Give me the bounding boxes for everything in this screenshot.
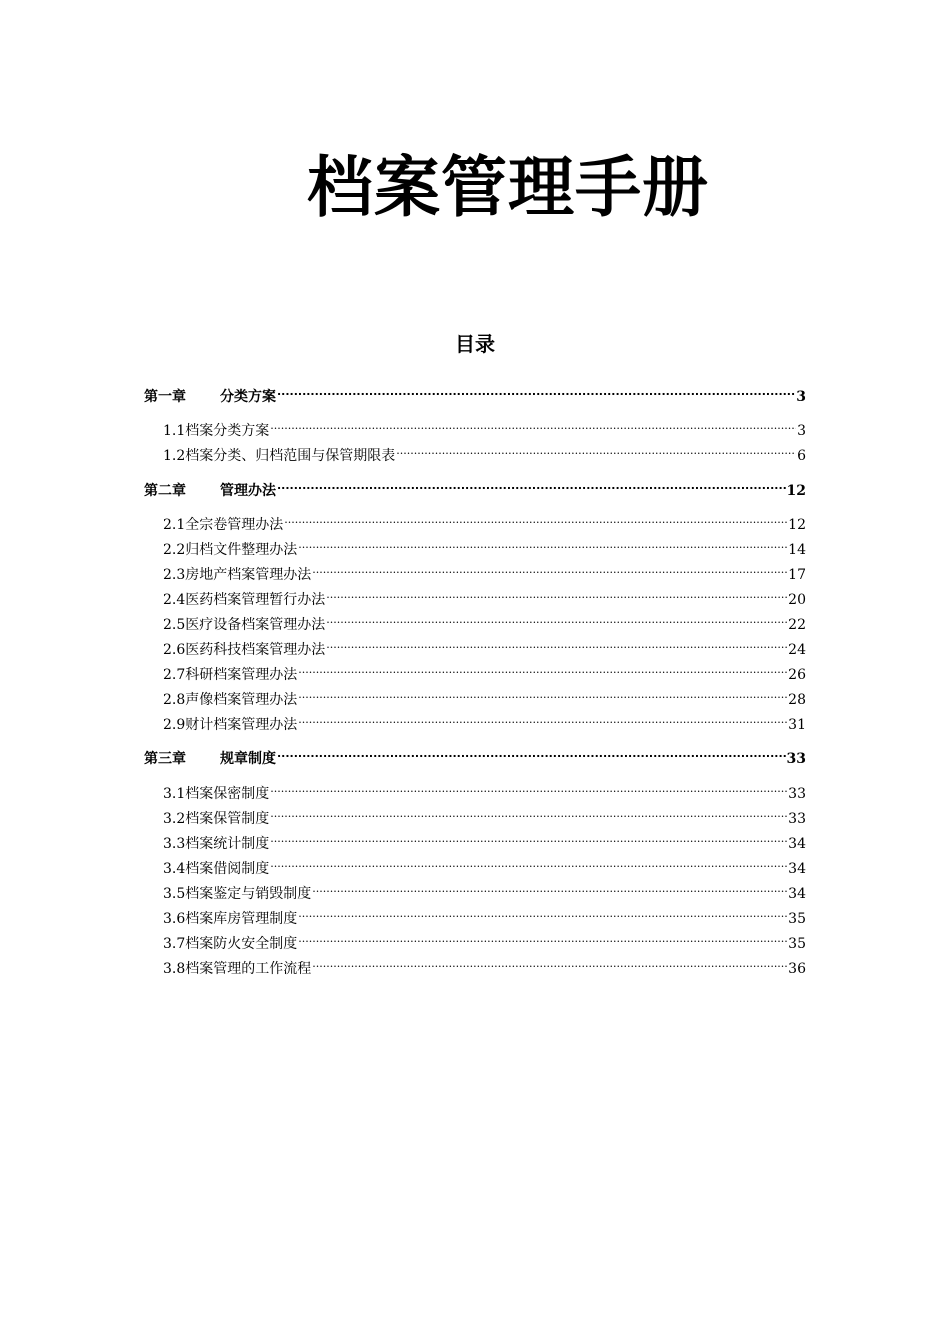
- toc-section-title: 档案管理的工作流程: [185, 961, 312, 977]
- toc-section-3-5[interactable]: [163, 876, 806, 902]
- toc-section-number: 1.1: [163, 423, 186, 439]
- toc-section-title: 档案库房管理制度: [185, 911, 298, 927]
- toc-page-number: 33: [788, 811, 806, 827]
- toc-section-title: 档案保管制度: [185, 811, 270, 827]
- toc-page-number: 33: [786, 751, 806, 767]
- toc-section-number: 3.5: [163, 886, 186, 902]
- toc-section-2-3[interactable]: [163, 557, 806, 583]
- toc-section-1-2[interactable]: [163, 438, 806, 464]
- toc-dot-leader: [312, 951, 787, 973]
- toc-dot-leader: [298, 682, 787, 704]
- toc-page-number: 35: [788, 911, 806, 927]
- toc-section-number: 3.6: [163, 911, 186, 927]
- toc-section-title: 房地产档案管理办法: [185, 567, 312, 583]
- toc-dot-leader: [312, 876, 787, 898]
- toc-section-number: 3.2: [163, 811, 186, 827]
- toc-page-number: 22: [788, 617, 806, 633]
- toc-page-number: 17: [788, 567, 806, 583]
- toc-page-number: 14: [788, 542, 806, 558]
- toc-dot-leader: [277, 473, 786, 495]
- toc-section-2-2[interactable]: [163, 532, 806, 558]
- toc-section-number: 2.3: [163, 567, 186, 583]
- toc-dot-leader: [298, 901, 787, 923]
- toc-dot-leader: [326, 607, 787, 629]
- toc-dot-leader: [270, 413, 796, 435]
- toc-section-number: 2.5: [163, 617, 186, 633]
- toc-section-title: 档案保密制度: [185, 786, 270, 802]
- toc-dot-leader: [277, 379, 795, 401]
- toc-section-title: 档案统计制度: [185, 836, 270, 852]
- toc-page-number: 12: [786, 483, 806, 499]
- document-title: 档案管理手册: [307, 149, 709, 226]
- toc-section-number: 3.3: [163, 836, 186, 852]
- toc-chapter-1[interactable]: [144, 379, 806, 405]
- toc-dot-leader: [270, 776, 787, 798]
- toc-section-1-1[interactable]: [163, 413, 806, 439]
- toc-section-number: 3.1: [163, 786, 186, 802]
- toc-section-number: 2.9: [163, 717, 186, 733]
- toc-section-title: 声像档案管理办法: [185, 692, 298, 708]
- toc-chapter-3[interactable]: [144, 741, 806, 767]
- toc-section-3-6[interactable]: [163, 901, 806, 927]
- toc-dot-leader: [298, 926, 787, 948]
- toc-chapter-2[interactable]: [144, 473, 806, 499]
- toc-section-title: 医药档案管理暂行办法: [185, 592, 326, 608]
- toc-section-number: 3.4: [163, 861, 186, 877]
- toc-chapter-title: 管理办法: [220, 483, 276, 499]
- toc-section-number: 2.7: [163, 667, 186, 683]
- toc-section-title: 全宗卷管理办法: [185, 517, 284, 533]
- toc-page-number: 20: [788, 592, 806, 608]
- toc-chapter-number: 第一章: [144, 389, 186, 405]
- toc-section-2-4[interactable]: [163, 582, 806, 608]
- toc-dot-leader: [270, 851, 787, 873]
- toc-section-3-3[interactable]: [163, 826, 806, 852]
- toc-page-number: 28: [788, 692, 806, 708]
- toc-section-3-2[interactable]: [163, 801, 806, 827]
- toc-dot-leader: [277, 741, 786, 763]
- toc-section-number: 1.2: [163, 448, 186, 464]
- toc-page-number: 12: [788, 517, 806, 533]
- toc-dot-leader: [298, 657, 787, 679]
- toc-section-2-5[interactable]: [163, 607, 806, 633]
- toc-page-number: 36: [788, 961, 806, 977]
- toc-section-title: 归档文件整理办法: [185, 542, 298, 558]
- toc-section-2-7[interactable]: [163, 657, 806, 683]
- toc-page-number: 31: [788, 717, 806, 733]
- toc-section-number: 2.8: [163, 692, 186, 708]
- toc-section-title: 医疗设备档案管理办法: [185, 617, 326, 633]
- toc-section-title: 档案分类方案: [185, 423, 270, 439]
- toc-section-2-6[interactable]: [163, 632, 806, 658]
- toc-section-number: 3.7: [163, 936, 186, 952]
- toc-section-2-1[interactable]: [163, 507, 806, 533]
- toc-dot-leader: [298, 532, 787, 554]
- toc-dot-leader: [270, 801, 787, 823]
- toc-section-number: 2.4: [163, 592, 186, 608]
- toc-chapter-title: 分类方案: [220, 389, 276, 405]
- toc-page-number: 24: [788, 642, 806, 658]
- toc-page-number: 34: [788, 886, 806, 902]
- toc-section-title: 档案防火安全制度: [185, 936, 298, 952]
- toc-page-number: 35: [788, 936, 806, 952]
- toc-section-title: 档案鉴定与销毁制度: [185, 886, 312, 902]
- toc-chapter-title: 规章制度: [220, 751, 276, 767]
- toc-dot-leader: [326, 632, 787, 654]
- toc-section-3-8[interactable]: [163, 951, 806, 977]
- toc-page-number: 6: [797, 448, 806, 464]
- toc-page-number: 34: [788, 861, 806, 877]
- toc-page-number: 3: [797, 423, 806, 439]
- toc-page-number: 3: [796, 389, 806, 405]
- toc-page-number: 34: [788, 836, 806, 852]
- toc-section-title: 医药科技档案管理办法: [185, 642, 326, 658]
- toc-section-number: 2.2: [163, 542, 186, 558]
- toc-page-number: 33: [788, 786, 806, 802]
- toc-dot-leader: [396, 438, 796, 460]
- toc-page-number: 26: [788, 667, 806, 683]
- toc-section-title: 档案分类、归档范围与保管期限表: [185, 448, 396, 464]
- toc-dot-leader: [326, 582, 787, 604]
- toc-section-title: 档案借阅制度: [185, 861, 270, 877]
- toc-heading: 目录: [455, 332, 495, 356]
- toc-section-number: 3.8: [163, 961, 186, 977]
- toc-dot-leader: [298, 707, 787, 729]
- toc-dot-leader: [270, 826, 787, 848]
- toc-dot-leader: [284, 507, 787, 529]
- toc-section-3-7[interactable]: [163, 926, 806, 952]
- toc-section-title: 科研档案管理办法: [185, 667, 298, 683]
- toc-section-number: 2.1: [163, 517, 186, 533]
- toc-section-2-8[interactable]: [163, 682, 806, 708]
- toc-chapter-number: 第三章: [144, 751, 186, 767]
- toc-section-3-4[interactable]: [163, 851, 806, 877]
- toc-chapter-number: 第二章: [144, 483, 186, 499]
- toc-dot-leader: [312, 557, 787, 579]
- toc-section-number: 2.6: [163, 642, 186, 658]
- toc-section-title: 财计档案管理办法: [185, 717, 298, 733]
- toc-section-3-1[interactable]: [163, 776, 806, 802]
- toc-section-2-9[interactable]: [163, 707, 806, 733]
